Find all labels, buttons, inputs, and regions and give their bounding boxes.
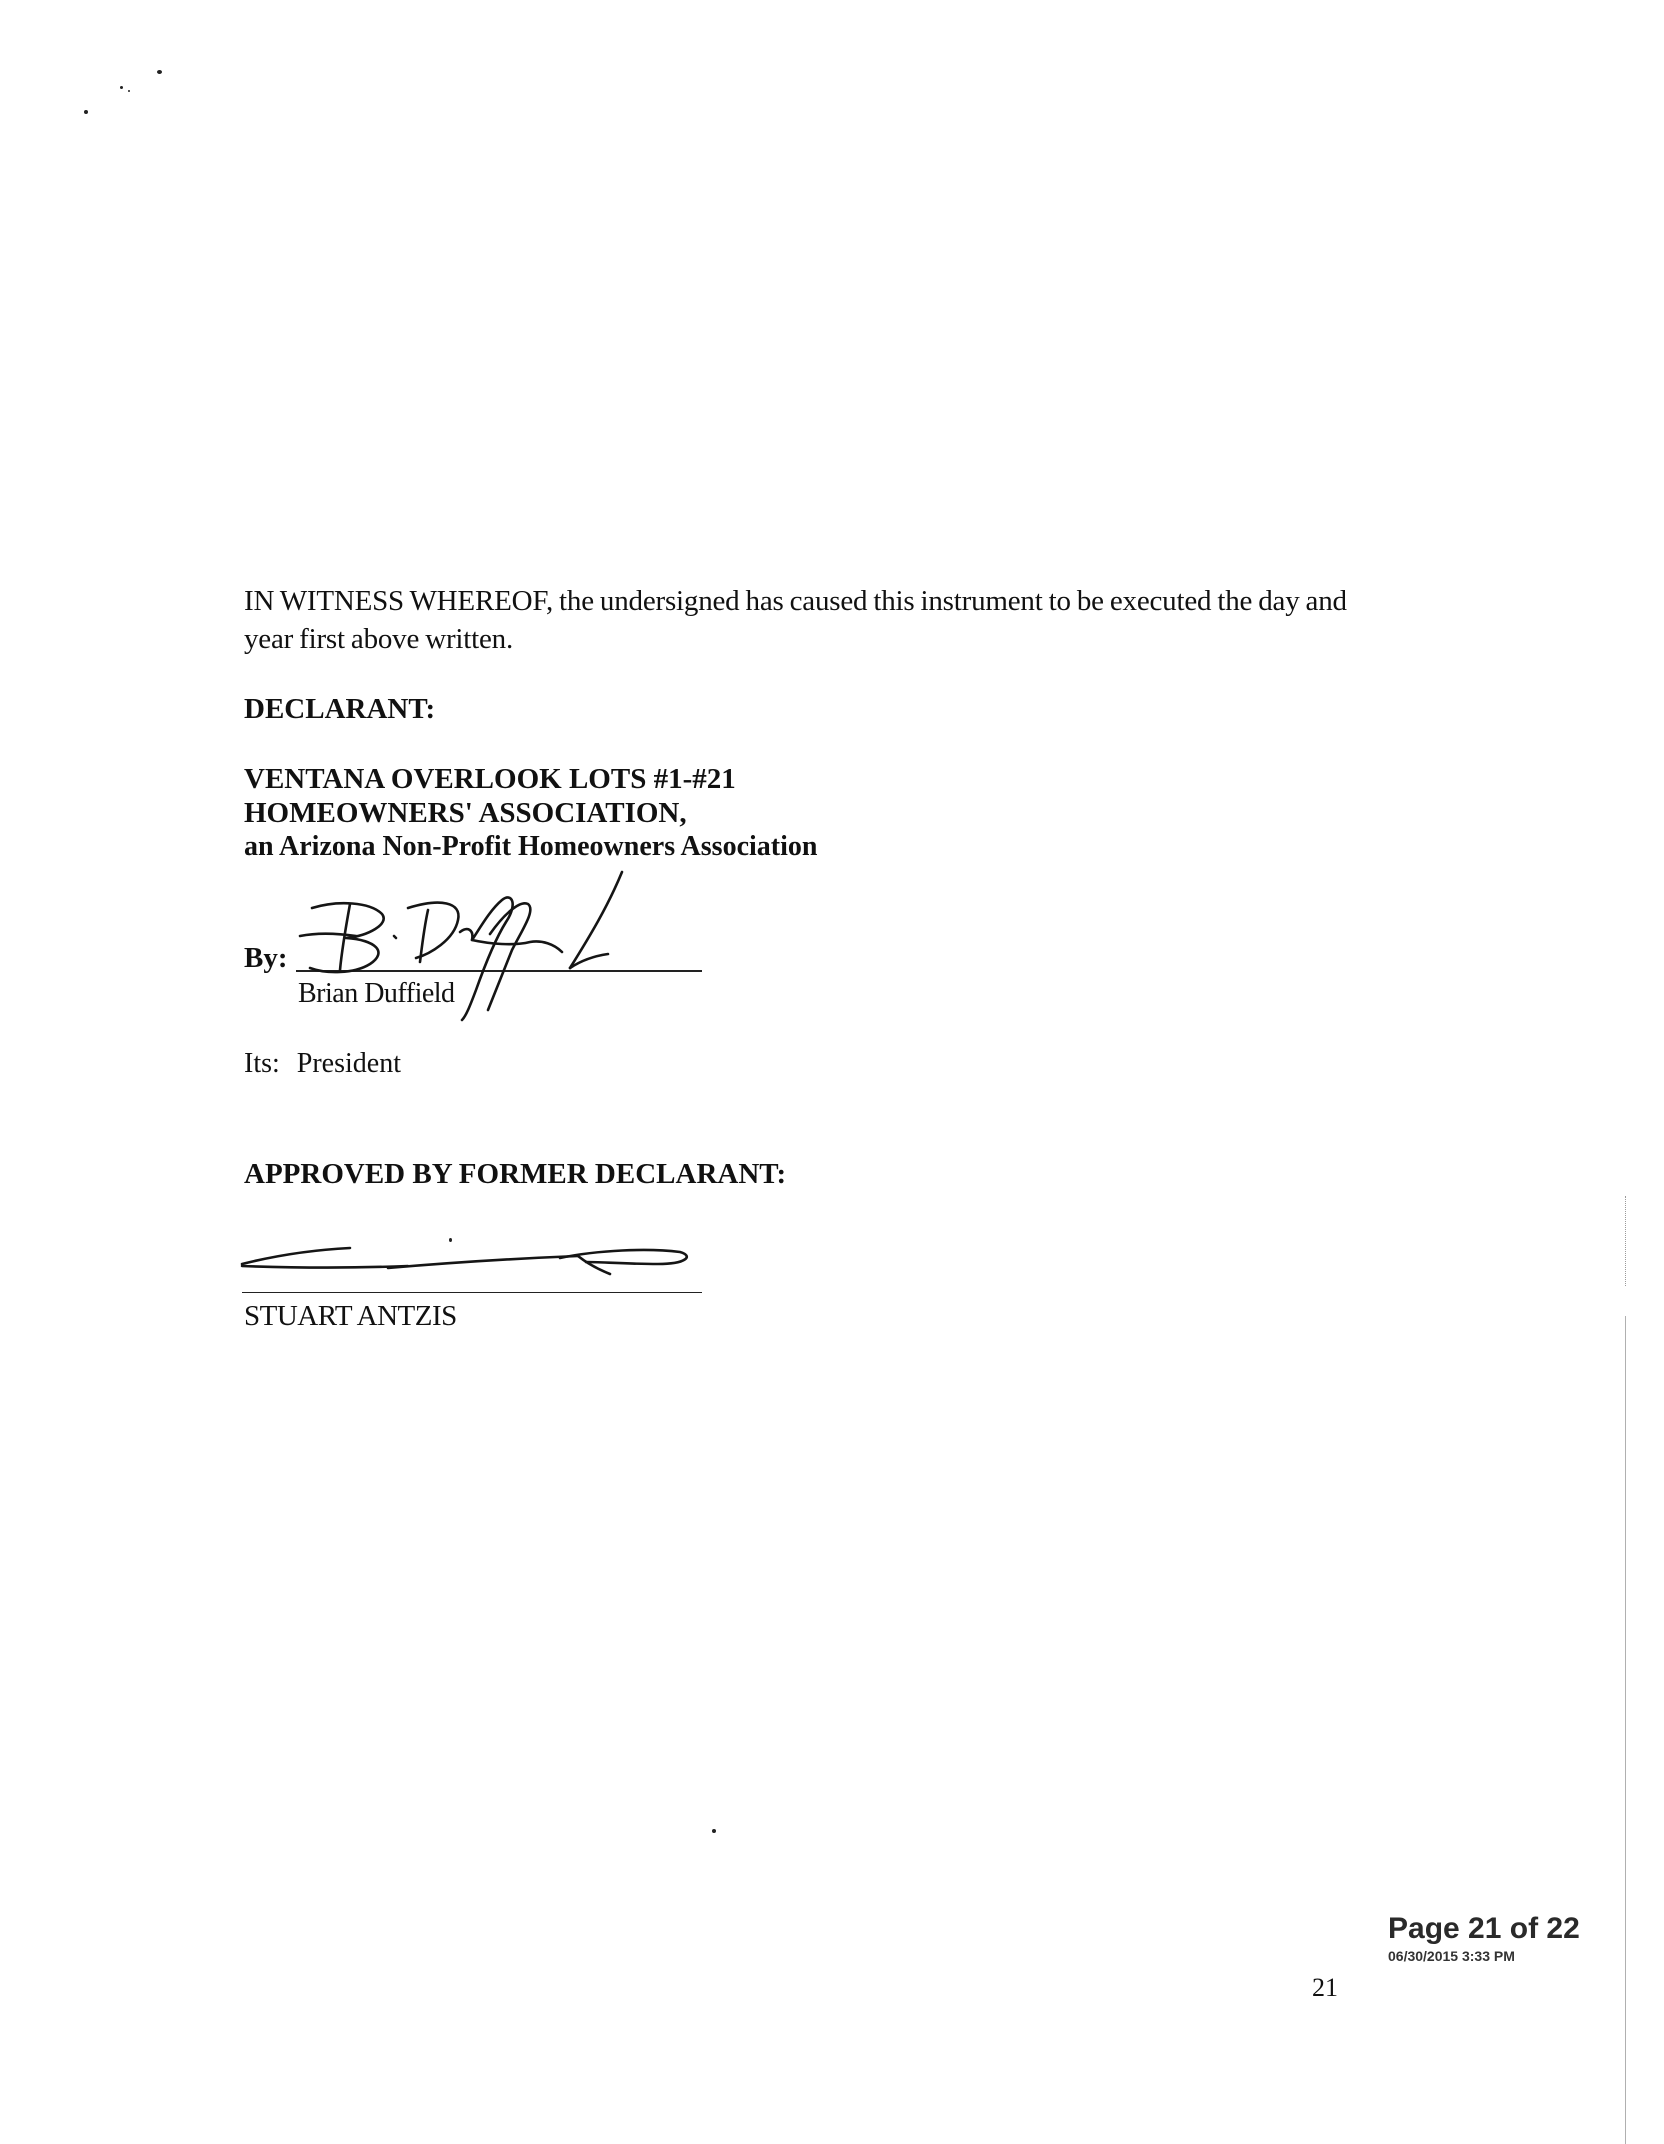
former-declarant-signature [238, 1240, 698, 1284]
former-declarant-name: STUART ANTZIS [244, 1300, 457, 1332]
print-timestamp: 06/30/2015 3:33 PM [1388, 1948, 1515, 1964]
its-value: President [296, 1048, 401, 1079]
signer-title [244, 1048, 401, 1080]
page-number: 21 [1312, 1973, 1338, 2002]
president-signature [290, 870, 650, 1030]
witness-paragraph: IN WITNESS WHEREOF, the undersigned has caused this instrument to be executed the day and year first above written. [244, 585, 1347, 655]
former-declarant-signature-line [242, 1292, 702, 1293]
scan-speck [712, 1829, 716, 1833]
scan-speck [128, 90, 130, 92]
association-name-line1: VENTANA OVERLOOK LOTS #1-#21 [244, 763, 736, 795]
scan-speck [84, 110, 88, 114]
scan-edge-mark [1625, 1196, 1626, 1286]
president-name: Brian Duffield [298, 978, 455, 1009]
declarant-heading: DECLARANT: [244, 693, 436, 725]
association-name-line2: HOMEOWNERS' ASSOCIATION, [244, 797, 687, 829]
scan-edge-mark [1625, 1316, 1626, 2144]
its-label: Its: [244, 1048, 280, 1079]
association-description: an Arizona Non-Profit Homeowners Association [244, 831, 818, 862]
approval-heading: APPROVED BY FORMER DECLARANT: [244, 1158, 787, 1190]
page-count-label: Page 21 of 22 [1388, 1912, 1580, 1945]
association-block [244, 762, 817, 864]
scan-speck [157, 70, 162, 74]
scan-speck [120, 86, 123, 89]
by-label: By: [244, 942, 288, 974]
